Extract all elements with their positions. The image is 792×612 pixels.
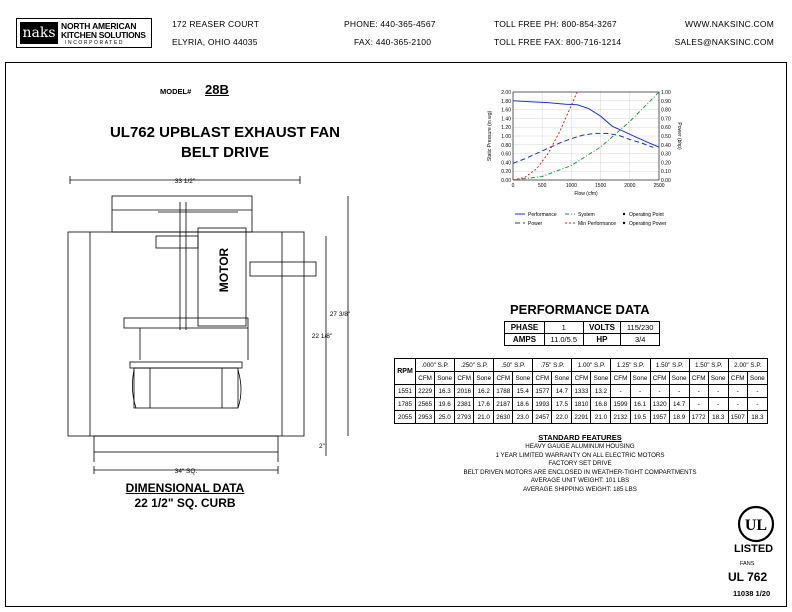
- y2-tick-label: 0.10: [661, 169, 671, 176]
- motor-label: MOTOR: [217, 247, 231, 293]
- y-tick-label: 0.80: [501, 142, 511, 149]
- x-tick-label: 1500: [595, 183, 607, 189]
- table-cell: 2565: [416, 398, 435, 411]
- table-cell: -: [689, 385, 708, 398]
- y2-tick-label: 0.90: [661, 98, 671, 105]
- table-cell: -: [689, 398, 708, 411]
- sp-header: .75" S.P.: [533, 359, 572, 372]
- feature-item: HEAVY GAUGE ALUMINUM HOUSING: [525, 443, 635, 450]
- x-tick-label: 1000: [565, 183, 577, 189]
- sp-header: 1.25" S.P.: [611, 359, 650, 372]
- table-row: [395, 398, 768, 411]
- cfm-header: CFM: [533, 372, 552, 385]
- y-tick-label: 1.00: [501, 134, 511, 140]
- table-cell: -: [728, 385, 747, 398]
- y-tick-label: 1.40: [501, 116, 511, 123]
- volts-label: VOLTS: [583, 322, 621, 334]
- table-cell: 19.6: [435, 398, 455, 411]
- table-cell: -: [630, 385, 650, 398]
- series-line-performance: [513, 101, 662, 149]
- electrical-table: [504, 321, 660, 346]
- x-tick-label: 500: [538, 183, 547, 189]
- dimensional-subtitle: 22 1/2" SQ. CURB: [134, 496, 236, 510]
- feature-item: AVERAGE SHIPPING WEIGHT: 185 LBS: [523, 485, 637, 493]
- dim-small-label: 2": [319, 443, 325, 450]
- table-cell: -: [650, 385, 669, 398]
- sone-header: Sone: [747, 372, 767, 385]
- rpm-cell: 1551: [395, 385, 416, 398]
- tollfree-phone: TOLL FREE PH: 800-854-3267: [494, 19, 617, 29]
- dimensional-title: DIMENSIONAL DATA: [125, 481, 245, 495]
- table-cell: 2381: [455, 398, 474, 411]
- cfm-header: CFM: [416, 372, 435, 385]
- feature-item: BELT DRIVEN MOTORS ARE ENCLOSED IN WEATHER-TIGHT COMPARTMENTS: [463, 468, 697, 476]
- dim-right1-label: 27 3/8": [329, 311, 351, 318]
- company-logo: [16, 18, 152, 48]
- amps-label: AMPS: [505, 334, 545, 346]
- ul-listed-label: LISTED: [734, 543, 774, 555]
- ul-listed-mark: [737, 505, 775, 543]
- dim-right2-label: 22 1/8": [311, 333, 333, 340]
- address-line1: 172 REASER COURT: [172, 19, 260, 29]
- legend-label-op_point: Operating Point: [629, 212, 664, 218]
- x-tick-label: 0: [511, 183, 515, 189]
- table-cell: 2229: [416, 385, 435, 398]
- table-cell: 21.0: [474, 411, 494, 424]
- ul-standard: UL 762: [728, 570, 768, 584]
- feature-item: 1 YEAR LIMITED WARRANTY ON ALL ELECTRIC MOTORS: [495, 451, 665, 459]
- performance-title: PERFORMANCE DATA: [510, 302, 650, 317]
- feature-item: AVERAGE UNIT WEIGHT: 101 LBS: [530, 477, 630, 485]
- y2-tick-label: 0.50: [661, 134, 671, 140]
- y-tick-label: 2.00: [501, 90, 511, 96]
- y2-tick-label: 0.40: [661, 142, 671, 149]
- table-row: [395, 385, 768, 398]
- amps-value: 11.0/5.5: [544, 334, 583, 346]
- y-tick-label: 1.80: [501, 98, 511, 105]
- table-cell: 22.0: [552, 411, 572, 424]
- sone-header: Sone: [474, 372, 494, 385]
- table-cell: 1577: [533, 385, 552, 398]
- legend-label-performance: Performance: [528, 212, 557, 218]
- table-row: [395, 411, 768, 424]
- table-cell: 17.6: [474, 398, 494, 411]
- table-cell: 19.5: [630, 411, 650, 424]
- y2-tick-label: 0.80: [661, 107, 671, 114]
- table-cell: -: [708, 385, 728, 398]
- sone-header: Sone: [435, 372, 455, 385]
- model-label: MODEL#: [160, 87, 192, 96]
- dim-bottom-label: 34" SQ.: [174, 468, 198, 475]
- y-tick-label: 0.00: [501, 178, 511, 184]
- phase-label: PHASE: [505, 322, 545, 334]
- sp-header: 1.00" S.P.: [572, 359, 611, 372]
- table-cell: -: [747, 385, 767, 398]
- y-tick-label: 0.40: [501, 160, 511, 167]
- table-cell: 18.3: [747, 411, 767, 424]
- y-tick-label: 1.20: [501, 125, 511, 132]
- product-title: UL762 UPBLAST EXHAUST FAN: [109, 124, 341, 141]
- x-axis-label: Flow (cfm): [574, 191, 598, 197]
- performance-chart: [485, 86, 695, 232]
- table-cell: 16.2: [474, 385, 494, 398]
- y2-tick-label: 0.20: [661, 160, 671, 167]
- table-cell: 2132: [611, 411, 630, 424]
- sone-header: Sone: [591, 372, 611, 385]
- product-subtitle: BELT DRIVE: [180, 144, 270, 161]
- y-tick-label: 0.60: [501, 151, 511, 158]
- legend-marker-op_power: [623, 222, 625, 224]
- address-line2: ELYRIA, OHIO 44035: [172, 37, 258, 47]
- table-cell: -: [728, 398, 747, 411]
- tollfree-fax: TOLL FREE FAX: 800-716-1214: [494, 37, 622, 47]
- table-cell: 1599: [611, 398, 630, 411]
- features-list: [440, 443, 720, 495]
- legend-label-op_power: Operating Power: [629, 221, 667, 227]
- phase-value: 1: [544, 322, 583, 334]
- y-axis-label: Static Pressure (in wg): [487, 110, 493, 162]
- sp-header: .250" S.P.: [455, 359, 494, 372]
- table-cell: 14.7: [552, 385, 572, 398]
- sp-header: 1.50" S.P.: [689, 359, 728, 372]
- table-cell: 16.8: [591, 398, 611, 411]
- feature-item: FACTORY SET DRIVE: [548, 460, 612, 468]
- table-cell: 13.2: [591, 385, 611, 398]
- table-cell: 18.3: [708, 411, 728, 424]
- table-cell: 1507: [728, 411, 747, 424]
- logo-mark: naks: [20, 22, 58, 44]
- hp-value: 3/4: [621, 334, 660, 346]
- sp-header: .000" S.P.: [416, 359, 455, 372]
- sp-header: 1.50" S.P.: [650, 359, 689, 372]
- logo-name-line2: KITCHEN SOLUTIONS: [61, 30, 146, 40]
- speed-table: [394, 358, 768, 424]
- table-cell: 2793: [455, 411, 474, 424]
- table-cell: 23.0: [513, 411, 533, 424]
- table-cell: 2016: [455, 385, 474, 398]
- volts-value: 115/230: [621, 322, 660, 334]
- rpm-cell: 2055: [395, 411, 416, 424]
- table-cell: 2187: [494, 398, 513, 411]
- y2-tick-label: 0.30: [661, 151, 671, 158]
- table-cell: 15.4: [513, 385, 533, 398]
- table-cell: 1333: [572, 385, 591, 398]
- table-cell: 1788: [494, 385, 513, 398]
- sone-header: Sone: [708, 372, 728, 385]
- model-value: 28B: [205, 82, 229, 97]
- legend-label-min_performance: Min Performance: [578, 221, 617, 227]
- table-cell: 2291: [572, 411, 591, 424]
- table-cell: 2953: [416, 411, 435, 424]
- ul-fans-label: FANS: [740, 561, 755, 567]
- ul-mark-text: UL: [744, 517, 768, 534]
- hp-label: HP: [583, 334, 621, 346]
- table-cell: 1772: [689, 411, 708, 424]
- cfm-header: CFM: [455, 372, 474, 385]
- cfm-header: CFM: [689, 372, 708, 385]
- sales-email: SALES@NAKSINC.COM: [674, 37, 774, 47]
- table-cell: 1320: [650, 398, 669, 411]
- y2-tick-label: 0.00: [661, 178, 671, 184]
- table-cell: 2630: [494, 411, 513, 424]
- cfm-header: CFM: [728, 372, 747, 385]
- table-cell: 14.7: [669, 398, 689, 411]
- cfm-header: CFM: [494, 372, 513, 385]
- logo-sub: INCORPORATED: [65, 40, 125, 46]
- cfm-header: CFM: [572, 372, 591, 385]
- sone-header: Sone: [552, 372, 572, 385]
- logo-name-line1: NORTH AMERICAN: [61, 21, 137, 31]
- table-cell: -: [611, 385, 630, 398]
- table-cell: -: [669, 385, 689, 398]
- y2-tick-label: 1.00: [661, 90, 671, 96]
- dim-top-label: 33 1/2": [174, 178, 196, 185]
- table-cell: 21.0: [591, 411, 611, 424]
- table-cell: 17.5: [552, 398, 572, 411]
- sp-header: .50" S.P.: [494, 359, 533, 372]
- y2-tick-label: 0.60: [661, 125, 671, 132]
- fax: FAX: 440-365-2100: [354, 37, 432, 47]
- x-tick-label: 2000: [624, 183, 636, 189]
- y2-axis-label: Power (bhp): [676, 122, 682, 150]
- table-cell: 1810: [572, 398, 591, 411]
- table-cell: -: [708, 398, 728, 411]
- y-tick-label: 1.60: [501, 107, 511, 114]
- x-tick-label: 2500: [653, 183, 665, 189]
- sp-header: 2.00" S.P.: [728, 359, 767, 372]
- legend-label-system: System: [578, 212, 595, 218]
- document-number: 11038 1/20: [733, 589, 771, 598]
- table-cell: 1993: [533, 398, 552, 411]
- table-cell: 2457: [533, 411, 552, 424]
- website: WWW.NAKSINC.COM: [685, 19, 774, 29]
- table-cell: 16.1: [630, 398, 650, 411]
- features-title: STANDARD FEATURES: [538, 433, 622, 442]
- table-cell: 18.9: [669, 411, 689, 424]
- rpm-cell: 1785: [395, 398, 416, 411]
- cfm-header: CFM: [650, 372, 669, 385]
- rpm-header: RPM: [395, 359, 416, 385]
- cfm-header: CFM: [611, 372, 630, 385]
- table-cell: 16.3: [435, 385, 455, 398]
- series-line-power: [513, 133, 653, 163]
- legend-label-power: Power: [528, 221, 543, 227]
- sone-header: Sone: [669, 372, 689, 385]
- table-cell: 25.0: [435, 411, 455, 424]
- y2-tick-label: 0.70: [661, 116, 671, 123]
- sone-header: Sone: [513, 372, 533, 385]
- y-tick-label: 0.20: [501, 169, 511, 176]
- legend-marker-op_point: [623, 213, 625, 215]
- table-cell: -: [747, 398, 767, 411]
- table-cell: 18.6: [513, 398, 533, 411]
- table-cell: 1957: [650, 411, 669, 424]
- sone-header: Sone: [630, 372, 650, 385]
- phone: PHONE: 440-365-4567: [344, 19, 436, 29]
- fan-dimensional-drawing: [60, 170, 360, 480]
